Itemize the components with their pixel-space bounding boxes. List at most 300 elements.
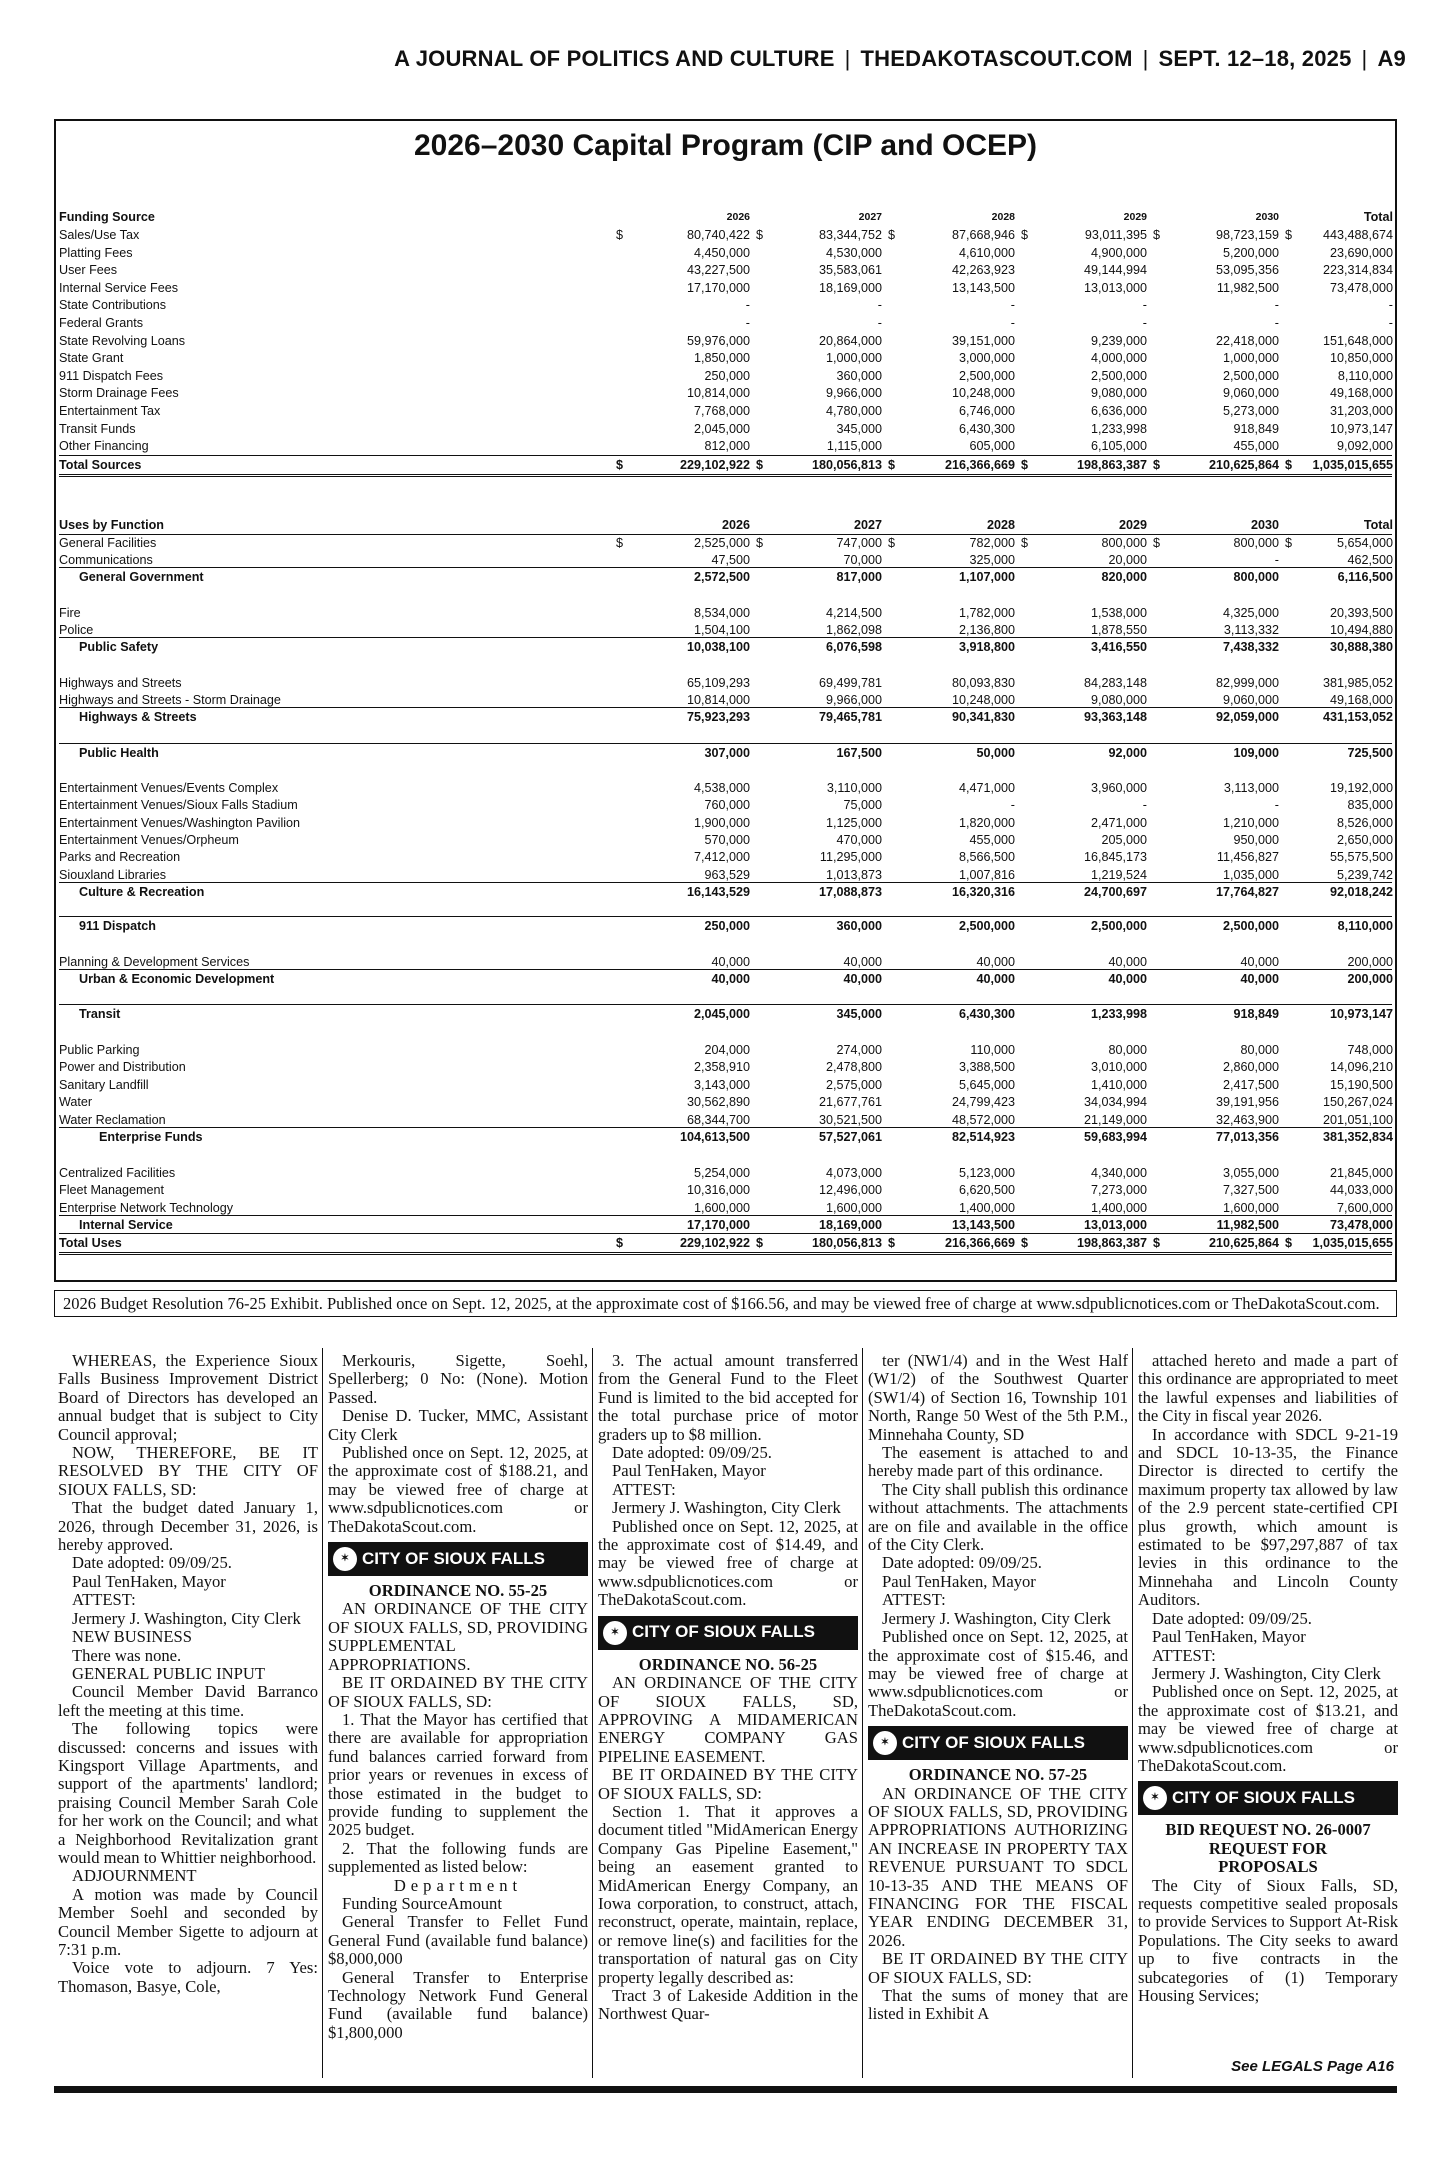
subtotal-row [59,1128,1392,1146]
legal-paragraph: In accordance with SDCL 9-21-19 and SDCL 10-13-35, the Finance Director is directed to certify the maximum property tax allowed by law of the 2.9 percent state-certified CPI plus growth, which amount is estimated to be $97,297,887 of tax levies in this ordinance to the Minnehaha and Lincoln County Auditors. [1138,1424,1398,1610]
dollar-sign: $ [1021,457,1029,472]
legal-paragraph: Date adopted: 09/09/25. [882,1553,1042,1573]
cell-value: 1,600,000 [693,1201,750,1215]
legal-paragraph: Section 1. That it approves a document titled "MidAmerican Energy Company Gas Pipeline Easement," being an easement granted to MidAmerican Energy Company, an Iowa corporation, to construct, attach, reconstruct, operate, maintain, replace, or remove line(s) and facilities for the transportation of natural gas on City property legally described as: [598,1801,858,1987]
legal-paragraph: WHEREAS, the Experience Sioux Falls Business Improvement District Board of Directors has developed an annual budget that is subject to City Council approval; [58,1352,318,1444]
dollar-sign: $ [1285,228,1293,242]
cell-value: 92,000 [1108,746,1147,760]
legal-column-3 [598,1352,858,2072]
row-label: Other Financing [59,439,149,454]
seal-text: CITY OF SIOUX FALLS [632,1622,815,1642]
cell-value: 93,011,395 [1084,228,1147,242]
cell-value: 3,110,000 [826,781,882,795]
cell-value: 455,000 [969,833,1015,847]
seal-text: CITY OF SIOUX FALLS [362,1548,545,1568]
cell-value: 1,820,000 [958,816,1015,830]
cell-value: 10,248,000 [951,693,1015,707]
row-label: General Facilities [59,536,157,550]
row-label: 911 Dispatch [79,919,157,933]
cell-value: 11,982,500 [1216,280,1279,295]
table-row [59,674,1392,692]
cell-value: 835,000 [1347,798,1393,812]
cell-value: 16,143,529 [686,885,750,899]
cell-value: 11,982,500 [1216,1218,1279,1232]
row-label: Uses by Function [59,518,164,532]
cell-value: 274,000 [836,1043,882,1057]
cell-value: Total [1363,210,1393,224]
cell-value: 3,010,000 [1090,1060,1147,1074]
cell-value: 3,960,000 [1090,781,1147,795]
page-header: A JOURNAL OF POLITICS AND CULTURE | THEDAKOTASCOUT.COM | SEPT. 12–18, 2025 | A9 [394,46,1406,71]
row-label: Highways and Streets - Storm Drainage [59,693,281,707]
cell-value: - [1274,316,1279,330]
dollar-sign: $ [1285,536,1293,550]
legal-paragraph: ORDINANCE NO. 57-25 [908,1765,1088,1785]
cell-value: 11,456,827 [1216,850,1279,864]
legal-paragraph: There was none. [72,1645,182,1665]
cell-value: 80,740,422 [686,228,750,242]
table-row [59,1181,1392,1199]
cell-value: 6,116,500 [1337,570,1393,584]
cell-value: 1,035,015,655 [1312,457,1393,472]
table-row [59,1076,1392,1094]
dollar-sign: $ [1153,228,1161,242]
cell-value: 5,123,000 [958,1166,1015,1180]
cell-value: 49,168,000 [1329,386,1393,401]
total-uses-row [59,1233,1392,1255]
table-row [59,296,1392,314]
row-label: Highways and Streets [59,676,182,690]
cell-value: 98,723,159 [1215,228,1279,242]
row-label: Storm Drainage Fees [59,386,179,401]
exhibit-note: 2026 Budget Resolution 76-25 Exhibit. Published once on Sept. 12, 2025, at the approximate cost of $166.56, and may be viewed free of charge at www.sdpublicnotices.com or TheDakotaScout.com. [54,1290,1397,1317]
legal-paragraph: NOW, THEREFORE, BE IT RESOLVED BY THE CITY OF SIOUX FALLS, SD: [58,1443,318,1499]
cell-value: 40,000 [1240,972,1279,986]
city-seal-banner [598,1616,858,1650]
cell-value: 15,190,500 [1329,1078,1393,1092]
cell-value: 13,143,500 [951,280,1015,295]
cell-value: 747,000 [836,536,882,550]
cell-value: 381,352,834 [1322,1130,1393,1144]
row-label: State Revolving Loans [59,333,186,348]
row-label: General Government [79,570,204,584]
cell-value: 43,227,500 [686,263,750,278]
cell-value: 8,110,000 [1337,919,1393,933]
subtotal-rule [59,916,1392,917]
cell-value: 2028 [991,211,1015,223]
cell-value: 1,400,000 [1090,1201,1147,1215]
dollar-sign: $ [888,228,896,242]
cell-value: 4,000,000 [1090,351,1147,366]
column-rule [862,1348,863,2078]
cell-value: 200,000 [1347,972,1393,986]
cell-value: 40,000 [976,955,1015,969]
row-label: Public Safety [79,640,159,654]
cell-value: 39,151,000 [951,333,1015,348]
legal-paragraph: A motion was made by Council Member Soehl and seconded by Council Member Sigette to adjourn at 7:31 p.m. [58,1884,318,1959]
subtotal-rule [59,567,1392,568]
cell-value: 7,768,000 [693,404,750,418]
legal-paragraph: AN ORDINANCE OF THE CITY OF SIOUX FALLS, SD, PROVIDING SUPPLEMENTAL APPROPRIATIONS. [328,1599,588,1674]
table-row [59,261,1392,279]
cell-value: 918,849 [1233,421,1279,436]
row-label: Federal Grants [59,316,143,330]
cell-value: 1,219,524 [1090,868,1147,882]
cell-value: 80,093,830 [951,676,1015,690]
cell-value: 59,976,000 [686,333,750,348]
subtotal-row [59,970,1392,988]
legal-paragraph: Council Member David Barranco left the meeting at this time. [58,1682,318,1720]
row-label: Planning & Development Services [59,955,250,969]
table-row [59,279,1392,297]
cell-value: 50,000 [976,746,1015,760]
cell-value: 7,412,000 [693,850,750,864]
table-row [59,1041,1392,1059]
cell-value: 5,200,000 [1222,245,1279,260]
cell-value: 13,013,000 [1083,280,1147,295]
legal-paragraph: Voice vote to adjourn. 7 Yes: Thomason, Basye, Cole, [58,1958,318,1996]
cell-value: 42,263,923 [951,263,1015,278]
legal-paragraph: ADJOURNMENT [72,1866,197,1886]
subtotal-rule [59,637,1392,638]
row-label: Water Reclamation [59,1113,166,1127]
cell-value: 40,000 [1240,955,1279,969]
cell-value: 1,600,000 [1222,1201,1279,1215]
cell-value: 2026 [726,211,750,223]
dollar-sign: $ [756,228,764,242]
cell-value: 5,254,000 [693,1166,750,1180]
cell-value: 963,529 [704,868,750,882]
subtotal-row [59,917,1392,935]
cell-value: 2,358,910 [693,1060,750,1074]
cell-value: 82,514,923 [951,1130,1015,1144]
row-label: Parks and Recreation [59,850,181,864]
row-label: Communications [59,553,153,567]
cell-value: 1,782,000 [958,606,1015,620]
cell-value: 40,000 [1108,972,1147,986]
cell-value: 31,203,000 [1329,404,1393,418]
cell-value: 19,192,000 [1329,781,1393,795]
cell-value: 4,073,000 [825,1166,882,1180]
cell-value: 2,471,000 [1090,816,1147,830]
cell-value: 9,966,000 [825,386,882,401]
table-row [59,349,1392,367]
dollar-sign: $ [1021,228,1029,242]
legal-paragraph: That the budget dated January 1, 2026, through December 31, 2026, is hereby approved. [58,1498,318,1555]
cell-value: 8,110,000 [1337,368,1393,383]
cell-value: 800,000 [1233,536,1279,550]
cell-value: 8,534,000 [693,606,750,620]
cell-value: 2029 [1123,211,1147,223]
cell-value: 3,055,000 [1222,1166,1279,1180]
cell-value: 92,018,242 [1329,885,1393,899]
cell-value: 2,045,000 [693,1007,750,1021]
cell-value: 151,648,000 [1322,333,1393,348]
cell-value: - [1010,298,1015,313]
cell-value: 360,000 [836,368,882,383]
cell-value: 21,677,761 [818,1095,882,1109]
page-number: A9 [1377,46,1406,71]
cell-value: 1,862,098 [825,623,882,637]
legal-paragraph: BE IT ORDAINED BY THE CITY OF SIOUX FALLS, SD: [868,1949,1128,1987]
legal-paragraph: ATTEST: [882,1590,946,1610]
cell-value: 77,013,356 [1215,1130,1279,1144]
cell-value: 2,525,000 [693,536,750,550]
cell-value: 75,000 [843,798,882,812]
cell-value: 2,500,000 [958,919,1015,933]
cell-value: 10,494,880 [1329,623,1393,637]
table-row [59,384,1392,402]
legal-column-4 [868,1352,1128,2072]
row-label: Total Uses [59,1236,122,1250]
city-seal-banner [328,1542,588,1576]
legal-paragraph: That the sums of money that are listed in Exhibit A [868,1986,1128,2024]
cell-value: 198,863,387 [1076,457,1147,472]
legal-paragraph: The easement is attached to and hereby made part of this ordinance. [868,1443,1128,1481]
column-rule [322,1348,323,2078]
legal-paragraph: ATTEST: [1152,1645,1216,1665]
cell-value: 1,233,998 [1090,421,1147,436]
row-label: 911 Dispatch Fees [59,368,164,383]
cell-value: 5,273,000 [1222,404,1279,418]
cell-value: 2,500,000 [958,368,1015,383]
cell-value: - [1142,298,1147,313]
cell-value: 3,388,500 [958,1060,1015,1074]
cell-value: 2,650,000 [1336,833,1393,847]
cell-value: 39,191,956 [1215,1095,1279,1109]
cell-value: 24,700,697 [1083,885,1147,899]
cell-value: 2,575,000 [825,1078,882,1092]
legal-paragraph: PROPOSALS [1218,1857,1318,1877]
legal-column-1 [58,1352,318,2072]
row-label: Platting Fees [59,245,133,260]
cell-value: 57,527,061 [818,1130,882,1144]
legal-paragraph: Date adopted: 09/09/25. [612,1443,772,1463]
city-seal-banner [1138,1781,1398,1815]
table-row [59,420,1392,438]
table-row [59,402,1392,420]
cell-value: 3,143,000 [693,1078,750,1092]
cell-value: 30,888,380 [1329,640,1393,654]
legal-paragraph: Funding SourceAmount [342,1893,502,1913]
cell-value: 18,169,000 [818,280,882,295]
cell-value: 3,113,000 [1223,781,1279,795]
cell-value: 1,013,873 [825,868,882,882]
dollar-sign: $ [616,228,624,242]
row-label: Entertainment Venues/Events Complex [59,781,279,795]
cell-value: 35,583,061 [818,263,882,278]
dollar-sign: $ [1021,1236,1029,1250]
cell-value: 431,153,052 [1322,710,1393,724]
cell-value: 6,636,000 [1090,404,1147,418]
cell-value: 229,102,922 [679,1236,750,1250]
table-row [59,1058,1392,1076]
cell-value: 760,000 [704,798,750,812]
subtotal-rule [59,1215,1392,1216]
cell-value: 4,530,000 [825,245,882,260]
legal-paragraph: Published once on Sept. 12, 2025, at the approximate cost of $14.49, and may be viewed free of charge at www.sdpublicnotices.com or TheDakotaScout.com. [598,1516,858,1610]
legal-paragraph: ORDINANCE NO. 56-25 [638,1654,818,1674]
cell-value: 2,500,000 [1222,368,1279,383]
cell-value: 205,000 [1101,833,1147,847]
cell-value: 4,780,000 [825,404,882,418]
cell-value: - [877,298,882,313]
cell-value: 748,000 [1347,1043,1393,1057]
legal-paragraph: Published once on Sept. 12, 2025, at the approximate cost of $13.21, and may be viewed free of charge at www.sdpublicnotices.com or TheDakotaScout.com. [1138,1682,1398,1775]
cell-value: 9,092,000 [1336,439,1393,454]
cell-value: 820,000 [1101,570,1147,584]
row-label: Internal Service [79,1218,173,1232]
legal-paragraph: 1. That the Mayor has certified that there are available for appropriation fund balances carried forward from prior years or revenues in excess of those estimated in the budget to provide funding to supplement the 2025 budget. [328,1709,588,1840]
dollar-sign: $ [616,457,624,472]
issue-date: SEPT. 12–18, 2025 [1158,46,1352,71]
legal-paragraph: BID REQUEST NO. 26-0007 [1165,1820,1371,1840]
section-name: A JOURNAL OF POLITICS AND CULTURE [394,46,835,71]
row-label: Funding Source [59,210,155,224]
cell-value: 8,526,000 [1336,816,1393,830]
cell-value: 4,214,500 [825,606,882,620]
dollar-sign: $ [756,457,764,472]
cell-value: 1,115,000 [826,439,882,454]
legal-paragraph: Department [393,1875,523,1895]
legal-paragraph: The City of Sioux Falls, SD, requests competitive sealed proposals to provide Services to Support At-Risk Populations. The City seeks to award up to five contracts in the subcategories of (1) Temporary Housing Services; [1138,1875,1398,2005]
cell-value: 49,144,994 [1083,263,1147,278]
cell-value: 4,325,000 [1222,606,1279,620]
column-rule [592,1348,593,2078]
subtotal-row [59,1216,1392,1234]
row-label: State Grant [59,351,124,366]
cell-value: 30,521,500 [818,1113,882,1127]
cell-value: 16,845,173 [1083,850,1147,864]
cell-value: 360,000 [836,919,882,933]
legal-paragraph: Denise D. Tucker, MMC, Assistant City Clerk [328,1406,588,1444]
cell-value: 223,314,834 [1322,263,1393,278]
subtotal-row [59,1005,1392,1023]
row-label: Police [59,623,94,637]
cell-value: 84,283,148 [1083,676,1147,690]
cell-value: 53,095,356 [1215,263,1279,278]
cell-value: 2028 [986,518,1015,532]
cell-value: 817,000 [836,570,882,584]
cell-value: 3,113,332 [1223,623,1279,637]
cell-value: 40,000 [711,972,750,986]
row-label: Water [59,1095,93,1109]
dollar-sign: $ [616,1236,624,1250]
total-sources-row [59,455,1392,477]
cell-value: 6,620,500 [958,1183,1015,1197]
row-label: User Fees [59,263,118,278]
dollar-sign: $ [756,536,764,550]
seal-text: CITY OF SIOUX FALLS [1172,1788,1355,1808]
cell-value: - [1388,316,1393,330]
legal-paragraph: attached hereto and made a part of this ordinance are appropriated to meet the lawful expenses and liabilities of the City in fiscal year 2026. [1138,1352,1398,1426]
cell-value: 2,860,000 [1222,1060,1279,1074]
cell-value: 30,562,890 [686,1095,750,1109]
cell-value: 2,045,000 [693,421,750,436]
subtotal-row [59,708,1392,726]
legal-paragraph: REQUEST FOR [1208,1838,1328,1858]
cell-value: 47,500 [711,553,750,567]
cell-value: 14,096,210 [1329,1060,1393,1074]
cell-value: 918,849 [1233,1007,1279,1021]
city-seal-icon: ✶ [1138,1781,1172,1815]
cell-value: 570,000 [704,833,750,847]
legal-paragraph: Jermery J. Washington, City Clerk [72,1608,301,1628]
row-label: Highways & Streets [79,710,197,724]
row-label: Culture & Recreation [79,885,205,899]
city-seal-icon: ✶ [598,1616,632,1650]
cell-value: - [1274,553,1279,567]
cell-value: 13,143,500 [951,1218,1015,1232]
table-row [59,332,1392,350]
cell-value: 17,170,000 [686,280,750,295]
cell-value: 10,316,000 [686,1183,750,1197]
cell-value: 2030 [1250,518,1279,532]
legal-paragraph: Published once on Sept. 12, 2025, at the approximate cost of $188.21, and may be viewed free of charge at www.sdpublicnotices.com or TheDakotaScout.com. [328,1443,588,1536]
cell-value: 49,168,000 [1329,693,1393,707]
cell-value: 1,000,000 [825,351,882,366]
legal-paragraph: Paul TenHaken, Mayor [1152,1627,1306,1647]
cell-value: 605,000 [969,439,1015,454]
table-title: 2026–2030 Capital Program (CIP and OCEP) [413,129,1038,162]
cell-value: 1,538,000 [1090,606,1147,620]
cell-value: 80,000 [1108,1043,1147,1057]
legal-paragraph: Tract 3 of Lakeside Addition in the Northwest Quar- [598,1986,858,2024]
cell-value: Total [1363,518,1393,532]
subtotal-rule [59,1127,1392,1128]
cell-value: 18,169,000 [818,1218,882,1232]
cell-value: 110,000 [970,1043,1015,1057]
row-label: Entertainment Venues/Orpheum [59,833,239,847]
subtotal-row [59,568,1392,586]
cell-value: 250,000 [704,919,750,933]
cell-value: 10,973,147 [1329,421,1393,436]
cell-value: 3,000,000 [958,351,1015,366]
row-label: Power and Distribution [59,1060,186,1074]
cell-value: 4,340,000 [1090,1166,1147,1180]
row-label: Enterprise Network Technology [59,1201,234,1215]
dollar-sign: $ [1153,536,1161,550]
cell-value: 7,438,332 [1222,640,1279,654]
table-row [59,779,1392,797]
column-rule [1132,1348,1133,2078]
cell-value: 12,496,000 [818,1183,882,1197]
cell-value: 59,683,994 [1083,1130,1147,1144]
cell-value: - [1142,316,1147,330]
table-row [59,437,1392,455]
cell-value: 92,059,000 [1215,710,1279,724]
row-label: Fleet Management [59,1183,165,1197]
cell-value: 216,366,669 [944,457,1015,472]
cell-value: 198,863,387 [1076,1236,1147,1250]
legal-paragraph: BE IT ORDAINED BY THE CITY OF SIOUX FALLS, SD: [598,1765,858,1803]
cell-value: 2,500,000 [1222,919,1279,933]
dollar-sign: $ [888,1236,896,1250]
cell-value: 4,538,000 [693,781,750,795]
cell-value: 23,690,000 [1329,245,1393,260]
cell-value: 9,080,000 [1090,693,1147,707]
cell-value: 1,125,000 [825,816,882,830]
legal-paragraph: Date adopted: 09/09/25. [1152,1608,1312,1628]
legal-paragraph: The following topics were discussed: concerns and issues with Kingsport Village Apartments, and support of the apartments' landlord; praising Council Member Sarah Cole for her work on the Council; and what a Neighborhood Revitalization grant would mean to Whittier neighborhood. [58,1719,318,1867]
cell-value: 80,000 [1240,1043,1279,1057]
legal-paragraph: Published once on Sept. 12, 2025, at the approximate cost of $15.46, and may be viewed free of charge at www.sdpublicnotices.com or TheDakotaScout.com. [868,1627,1128,1720]
cell-value: 40,000 [1108,955,1147,969]
table-row [59,314,1392,332]
cell-value: 1,007,816 [958,868,1015,882]
cell-value: 250,000 [704,368,750,383]
cell-value: 21,149,000 [1083,1113,1147,1127]
